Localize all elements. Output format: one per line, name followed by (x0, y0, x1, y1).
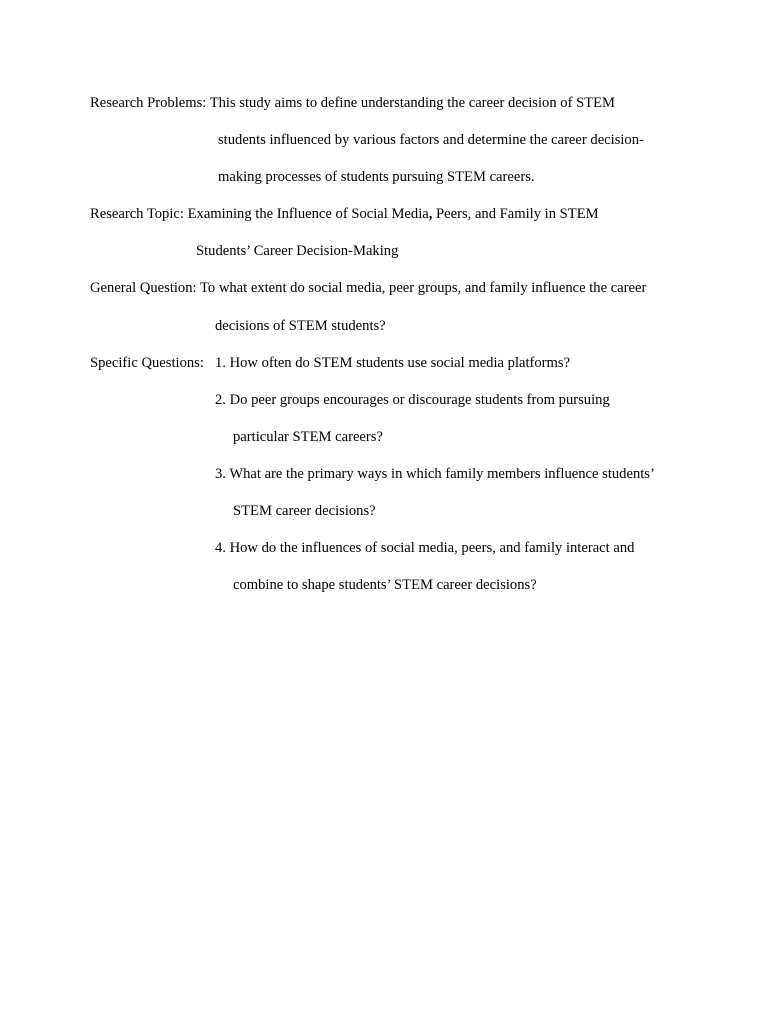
research-topic-text-1b: Peers, and Family in STEM (432, 206, 599, 222)
research-topic-comma: , (428, 206, 433, 222)
research-topic-text-1a: Examining the Influence of Social Media (187, 206, 429, 222)
specific-question-2-line-2: particular STEM careers? (233, 429, 383, 445)
general-question-line-2: decisions of STEM students? (215, 318, 386, 334)
specific-question-1-line-1: 1. How often do STEM students use social media platforms? (215, 355, 571, 371)
specific-question-2-line-1: 2. Do peer groups encourages or discourage students from pursuing (215, 392, 610, 408)
research-problems-line-2: students influenced by various factors and determine the career decision- (218, 132, 644, 148)
research-problems-label: Research Problems: (90, 95, 207, 111)
general-question-line-1 (90, 279, 646, 297)
specific-question-3-line-2: STEM career decisions? (233, 503, 376, 519)
general-question-label: General Question: (90, 280, 197, 296)
specific-question-4-line-1: 4. How do the influences of social media, peers, and family interact and (215, 540, 635, 556)
specific-question-4-line-2: combine to shape students’ STEM career decisions? (233, 577, 537, 593)
general-question-text-1: To what extent do social media, peer groups, and family influence the career (199, 280, 647, 296)
research-problems-line-3: making processes of students pursuing STEM careers. (218, 169, 535, 185)
research-topic-line-1 (90, 205, 599, 223)
research-topic-line-2: Students’ Career Decision-Making (196, 243, 399, 259)
research-topic-label: Research Topic: (90, 206, 184, 222)
research-problems-line-1 (90, 94, 615, 112)
research-problems-text-1: This study aims to define understanding the career decision of STEM (209, 95, 616, 111)
specific-questions-label: Specific Questions: (90, 355, 204, 371)
specific-question-3-line-1: 3. What are the primary ways in which family members influence students’ (215, 466, 655, 482)
